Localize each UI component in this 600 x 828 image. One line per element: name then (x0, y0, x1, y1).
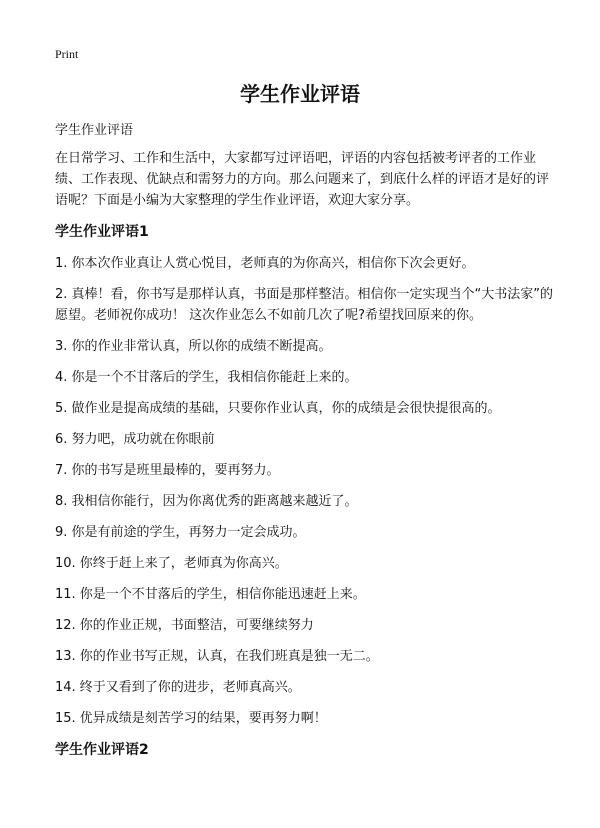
list-item: 1. 你本次作业真让人赏心悦目，老师真的为你高兴，相信你下次会更好。 (55, 256, 475, 271)
list-item: 15. 优异成绩是刻苦学习的结果，要再努力啊！ (55, 711, 327, 726)
list-item: 5. 做作业是提高成绩的基础，只要你作业认真，你的成绩是会很快提很高的。 (55, 401, 501, 416)
article-body (55, 120, 555, 761)
list-item: 10. 你终于赶上来了，老师真为你高兴。 (55, 556, 288, 571)
section-heading-1: 学生作业评语1 (55, 224, 149, 240)
list-item: 4. 你是一个不甘落后的学生，我相信你能赶上来的。 (55, 370, 358, 385)
print-link[interactable]: Print (55, 47, 79, 61)
list-item: 13. 你的作业书写正规，认真，在我们班真是独一无二。 (55, 649, 379, 664)
list-item: 8. 我相信你能行，因为你离优秀的距离越来越近了。 (55, 494, 358, 509)
intro-paragraph: 在日常学习、工作和生活中，大家都写过评语吧，评语的内容包括被考评者的工作业绩、工作表现、优缺点和需努力的方向。那么问题来了，到底什么样的评语才是好的评语呢？下面是小编为大家整理的学生作业评语，欢迎大家分享。 (55, 151, 550, 208)
list-item: 12. 你的作业正规，书面整洁，可要继续努力 (55, 618, 314, 633)
page-title: 学生作业评语 (240, 82, 360, 106)
article-subtitle: 学生作业评语 (55, 123, 134, 138)
list-item: 9. 你是有前途的学生，再努力一定会成功。 (55, 525, 306, 540)
list-item: 6. 努力吧，成功就在你眼前 (55, 432, 215, 447)
list-item: 14. 终于又看到了你的进步，老师真高兴。 (55, 680, 301, 695)
list-item: 2. 真棒！看，你书写是那样认真，书面是那样整洁。相信你一定实现当个“大书法家”的愿望。老师祝你成功！ 这次作业怎么不如前几次了呢?希望找回原来的你。 (55, 287, 554, 323)
section-heading-2: 学生作业评语2 (55, 742, 149, 758)
list-item: 7. 你的书写是班里最棒的，要再努力。 (55, 463, 280, 478)
list-item: 3. 你的作业非常认真，所以你的成绩不断提高。 (55, 339, 332, 354)
comment-list-1 (55, 253, 555, 729)
list-item: 11. 你是一个不甘落后的学生，相信你能迅速赶上来。 (55, 587, 366, 602)
